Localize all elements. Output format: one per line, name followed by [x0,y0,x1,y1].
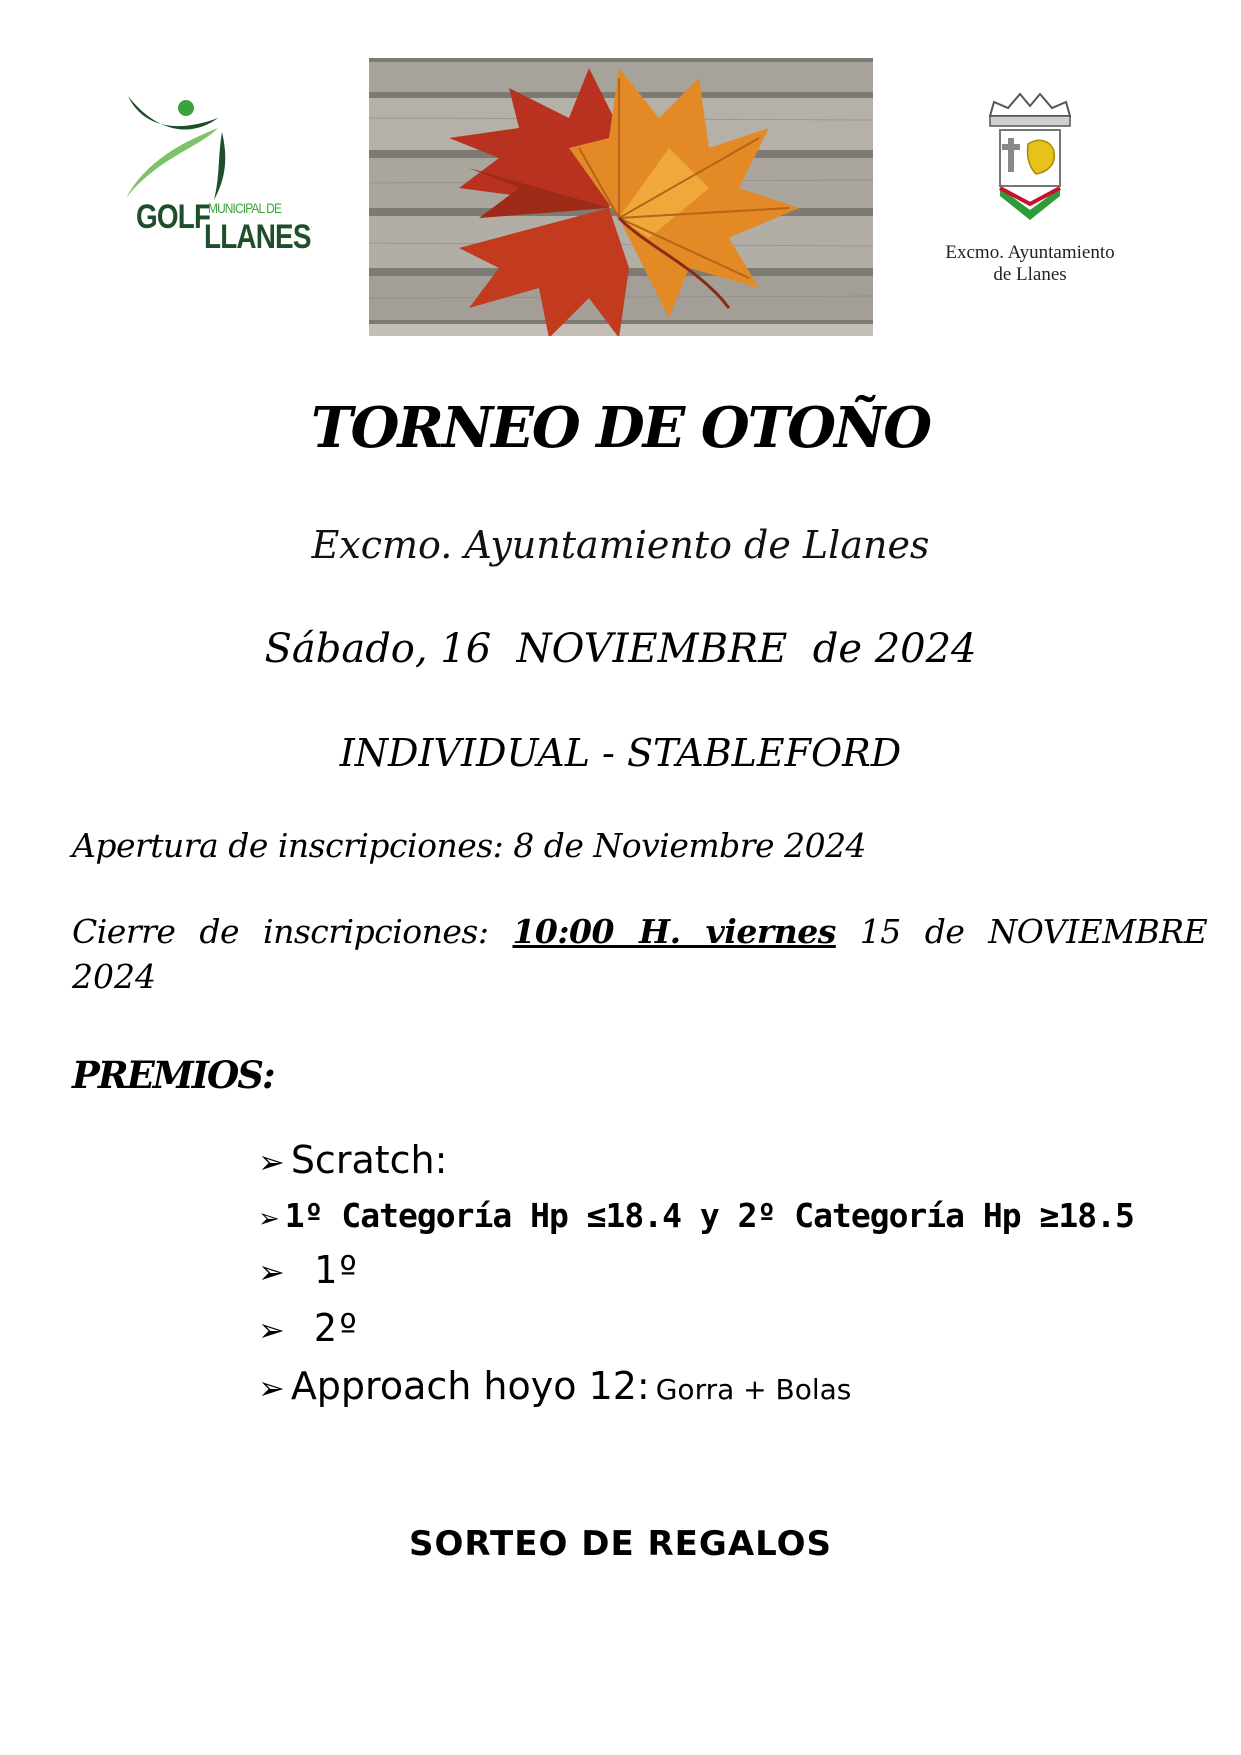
coat-of-arms-caption-line2: de Llanes [993,264,1067,285]
arrow-bullet-icon: ➢ [258,1253,285,1291]
organizer-name: Excmo. Ayuntamiento de Llanes [311,523,930,567]
prize-item [258,1248,359,1292]
prize-label: 1º Categoría Hp ≤18.4 y 2º Categoría Hp ≥18.5 [284,1196,1134,1235]
ayuntamiento-coat-of-arms [920,88,1140,288]
logo-word-municipal: MUNICIPAL DE [208,200,282,216]
competition-format: INDIVIDUAL - STABLEFORD [339,731,902,775]
prize-detail: Gorra + Bolas [655,1373,852,1406]
logo-word-llanes: LLANES [204,218,311,256]
arrow-bullet-icon: ➢ [258,1369,285,1407]
autumn-leaves-photo [369,58,873,336]
prize-label: 1º [290,1248,360,1292]
coat-of-arms-icon [920,88,1140,238]
gift-raffle-notice: SORTEO DE REGALOS [409,1524,832,1564]
prize-item [258,1138,447,1182]
prize-label: 2º [290,1306,360,1350]
golfer-swoosh-icon [118,88,318,208]
registration-open: Apertura de inscripciones: 8 de Noviembre 2024 [72,826,867,865]
prize-item [258,1306,359,1350]
tournament-title: TORNEO DE OTOÑO [310,395,931,461]
prize-label: Scratch: [290,1138,448,1182]
registration-close [72,912,1208,951]
prizes-heading: PREMIOS: [72,1053,274,1097]
prize-label: Approach hoyo 12: [290,1364,650,1408]
registration-close-prefix: Cierre de inscripciones: [72,912,513,951]
arrow-bullet-icon: ➢ [258,1143,285,1181]
registration-close-suffix: 15 de NOVIEMBRE [835,912,1208,951]
arrow-bullet-icon: ➢ [258,1311,285,1349]
logo-word-golf: GOLF [136,198,211,236]
registration-close-year: 2024 [72,957,156,996]
golf-municipal-llanes-logo [118,88,318,258]
arrow-bullet-icon: ➢ [258,1204,279,1234]
registration-close-deadline: 10:00 H. viernes [512,912,836,951]
prize-item [258,1364,851,1408]
event-date: Sábado, 16 NOVIEMBRE de 2024 [264,626,977,672]
coat-of-arms-caption-line1: Excmo. Ayuntamiento [945,242,1115,263]
prize-item [258,1196,1134,1235]
